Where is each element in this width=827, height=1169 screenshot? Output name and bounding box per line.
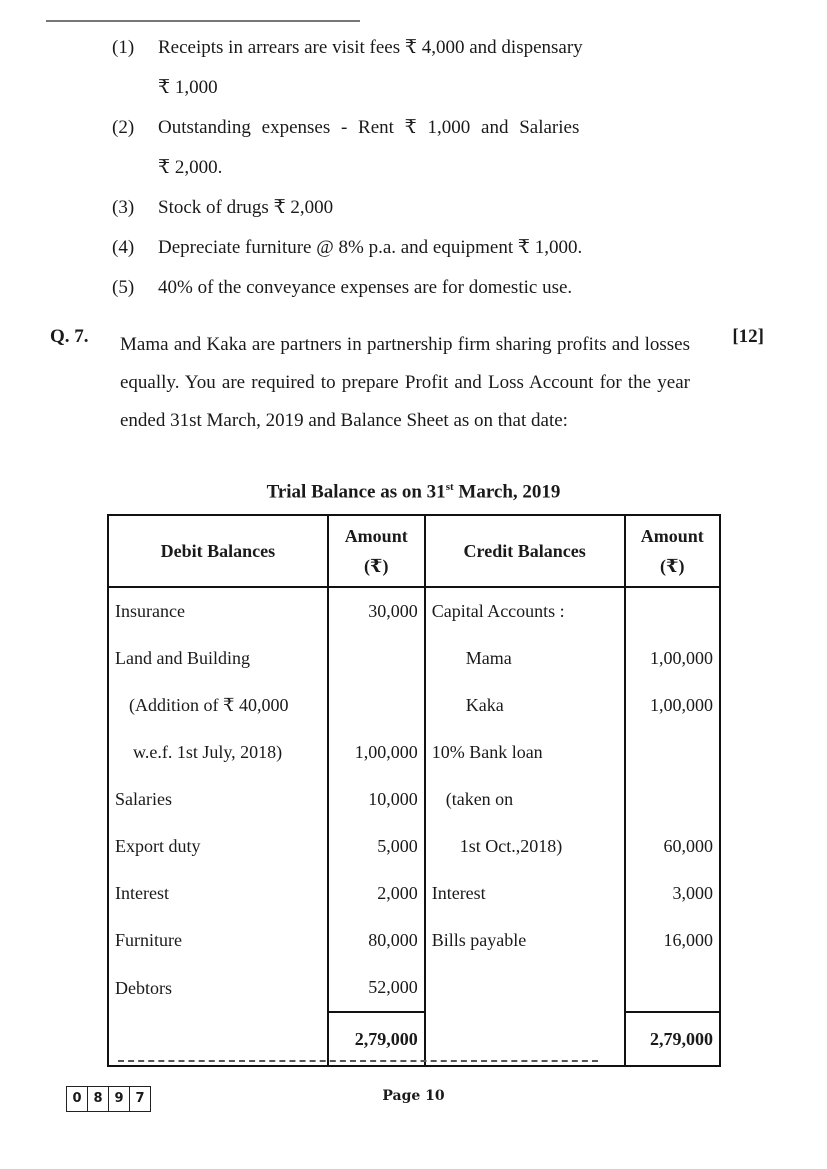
credit-cell <box>425 964 625 1012</box>
note-text-cont: ₹ 1,000 <box>158 77 218 98</box>
debit-amount: 2,000 <box>328 870 425 917</box>
code-digit: 7 <box>129 1086 151 1112</box>
total-label-cell <box>108 1012 328 1066</box>
credit-cell: 10% Bank loan <box>425 729 625 776</box>
table-row <box>108 917 720 964</box>
credit-cell: (taken on <box>425 776 625 823</box>
note-text: Stock of drugs ₹ 2,000 <box>158 197 334 218</box>
note-item <box>112 268 712 308</box>
debit-cell: Furniture <box>108 917 328 964</box>
dashed-separator <box>118 1060 598 1062</box>
note-number: (1) <box>112 37 135 58</box>
credit-amount: 60,000 <box>625 823 720 870</box>
debit-cell: w.e.f. 1st July, 2018) <box>108 729 328 776</box>
note-item <box>112 228 712 268</box>
note-number: (4) <box>112 237 135 258</box>
debit-amount: 80,000 <box>328 917 425 964</box>
credit-amount: 16,000 <box>625 917 720 964</box>
table-header-row <box>108 515 720 587</box>
header-amount-dr: Amount (₹) <box>328 515 425 587</box>
code-digit: 0 <box>66 1086 87 1112</box>
table-row <box>108 823 720 870</box>
code-digit: 8 <box>87 1086 108 1112</box>
table-row <box>108 964 720 1012</box>
note-number: (3) <box>112 197 135 218</box>
credit-cell: Mama <box>425 635 625 682</box>
top-rule <box>46 20 360 22</box>
total-debit: 2,79,000 <box>328 1012 425 1066</box>
debit-cell: Interest <box>108 870 328 917</box>
note-number: (2) <box>112 117 135 138</box>
debit-cell: Salaries <box>108 776 328 823</box>
header-debit: Debit Balances <box>108 515 328 587</box>
question-text: Mama and Kaka are partners in partnership firm sharing profits and losses equally. You are required to prepare Profit and Loss Account for the year ended 31st March, 2019 and Balance Sheet as on that date: <box>120 334 690 431</box>
credit-amount: 3,000 <box>625 870 720 917</box>
note-item <box>112 108 712 188</box>
note-number: (5) <box>112 277 135 298</box>
debit-amount: 10,000 <box>328 776 425 823</box>
table-row <box>108 729 720 776</box>
note-text: Depreciate furniture @ 8% p.a. and equipment ₹ 1,000. <box>158 237 583 258</box>
credit-amount <box>625 587 720 635</box>
credit-cell: Capital Accounts : <box>425 587 625 635</box>
question-block <box>50 326 780 440</box>
debit-amount: 5,000 <box>328 823 425 870</box>
debit-cell: Export duty <box>108 823 328 870</box>
credit-amount: 1,00,000 <box>625 682 720 729</box>
credit-cell: Kaka <box>425 682 625 729</box>
credit-amount: 1,00,000 <box>625 635 720 682</box>
credit-cell: Bills payable <box>425 917 625 964</box>
trial-balance-title: Trial Balance as on 31st March, 2019 <box>266 481 561 503</box>
credit-cell: 1st Oct.,2018) <box>425 823 625 870</box>
trial-balance-table <box>107 514 721 1067</box>
debit-amount <box>328 682 425 729</box>
header-amount-cr: Amount (₹) <box>625 515 720 587</box>
note-item <box>112 28 712 108</box>
credit-amount <box>625 776 720 823</box>
question-marks: [12] <box>732 326 764 347</box>
header-credit: Credit Balances <box>425 515 625 587</box>
table-row <box>108 587 720 635</box>
total-row <box>108 1012 720 1066</box>
note-item <box>112 188 712 228</box>
credit-amount <box>625 729 720 776</box>
code-digit: 9 <box>108 1086 129 1112</box>
debit-amount: 1,00,000 <box>328 729 425 776</box>
debit-amount: 52,000 <box>328 964 425 1012</box>
page-number: Page 10 <box>382 1088 445 1104</box>
debit-cell: Land and Building <box>108 635 328 682</box>
note-text: Outstanding expenses - Rent ₹ 1,000 and Salaries <box>158 117 580 138</box>
note-text-cont: ₹ 2,000. <box>158 157 223 178</box>
debit-amount: 30,000 <box>328 587 425 635</box>
debit-cell: (Addition of ₹ 40,000 <box>108 682 328 729</box>
adjustment-notes <box>112 28 712 308</box>
table-row <box>108 776 720 823</box>
total-credit: 2,79,000 <box>625 1012 720 1066</box>
credit-amount <box>625 964 720 1012</box>
total-credit-label-cell <box>425 1012 625 1066</box>
table-row <box>108 635 720 682</box>
debit-amount <box>328 635 425 682</box>
debit-cell: Debtors <box>108 964 328 1012</box>
debit-cell: Insurance <box>108 587 328 635</box>
question-label: Q. 7. <box>50 326 89 347</box>
note-text: 40% of the conveyance expenses are for domestic use. <box>158 277 573 298</box>
table-row <box>108 870 720 917</box>
note-text: Receipts in arrears are visit fees ₹ 4,000 and dispensary <box>158 37 583 58</box>
table-row <box>108 682 720 729</box>
credit-cell: Interest <box>425 870 625 917</box>
